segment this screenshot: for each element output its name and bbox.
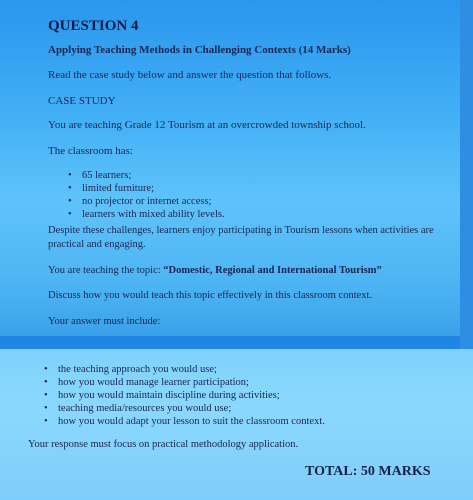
challenge-line-1: Despite these challenges, learners enjoy participating in Tourism lessons when activities are bbox=[48, 225, 434, 236]
topic-title: “Domestic, Regional and International Tourism” bbox=[163, 265, 382, 276]
include-list bbox=[44, 363, 325, 428]
list-item: • how you would manage learner participation; bbox=[44, 376, 325, 389]
total-marks: TOTAL: 50 MARKS bbox=[305, 464, 431, 479]
list-item: • limited furniture; bbox=[68, 182, 225, 195]
case-study-label: CASE STUDY bbox=[48, 95, 116, 107]
challenge-line-2: practical and engaging. bbox=[48, 239, 146, 250]
list-item: • teaching media/resources you would use; bbox=[44, 402, 325, 415]
topic-prefix: You are teaching the topic: bbox=[48, 265, 164, 276]
focus-text: Your response must focus on practical methodology application. bbox=[28, 439, 299, 450]
list-item: • how you would maintain discipline during activities; bbox=[44, 389, 325, 402]
question-heading: QUESTION 4 bbox=[48, 18, 139, 34]
instruction-text: Read the case study below and answer the question that follows. bbox=[48, 69, 332, 81]
question-title: Applying Teaching Methods in Challenging Contexts (14 Marks) bbox=[48, 44, 351, 56]
discuss-text: Discuss how you would teach this topic effectively in this classroom context. bbox=[48, 290, 373, 301]
topic-line bbox=[48, 265, 382, 276]
list-item: • 65 learners; bbox=[68, 169, 225, 182]
must-include-text: Your answer must include: bbox=[48, 316, 161, 327]
list-item: • how you would adapt your lesson to suit the classroom context. bbox=[44, 415, 325, 428]
list-item: • the teaching approach you would use; bbox=[44, 363, 325, 376]
classroom-list bbox=[68, 169, 225, 221]
right-edge-strip bbox=[460, 0, 473, 349]
list-item: • learners with mixed ability levels. bbox=[68, 208, 225, 221]
context-text: You are teaching Grade 12 Tourism at an overcrowded township school. bbox=[48, 119, 366, 131]
list-item: • no projector or internet access; bbox=[68, 195, 225, 208]
classroom-intro: The classroom has: bbox=[48, 145, 133, 157]
